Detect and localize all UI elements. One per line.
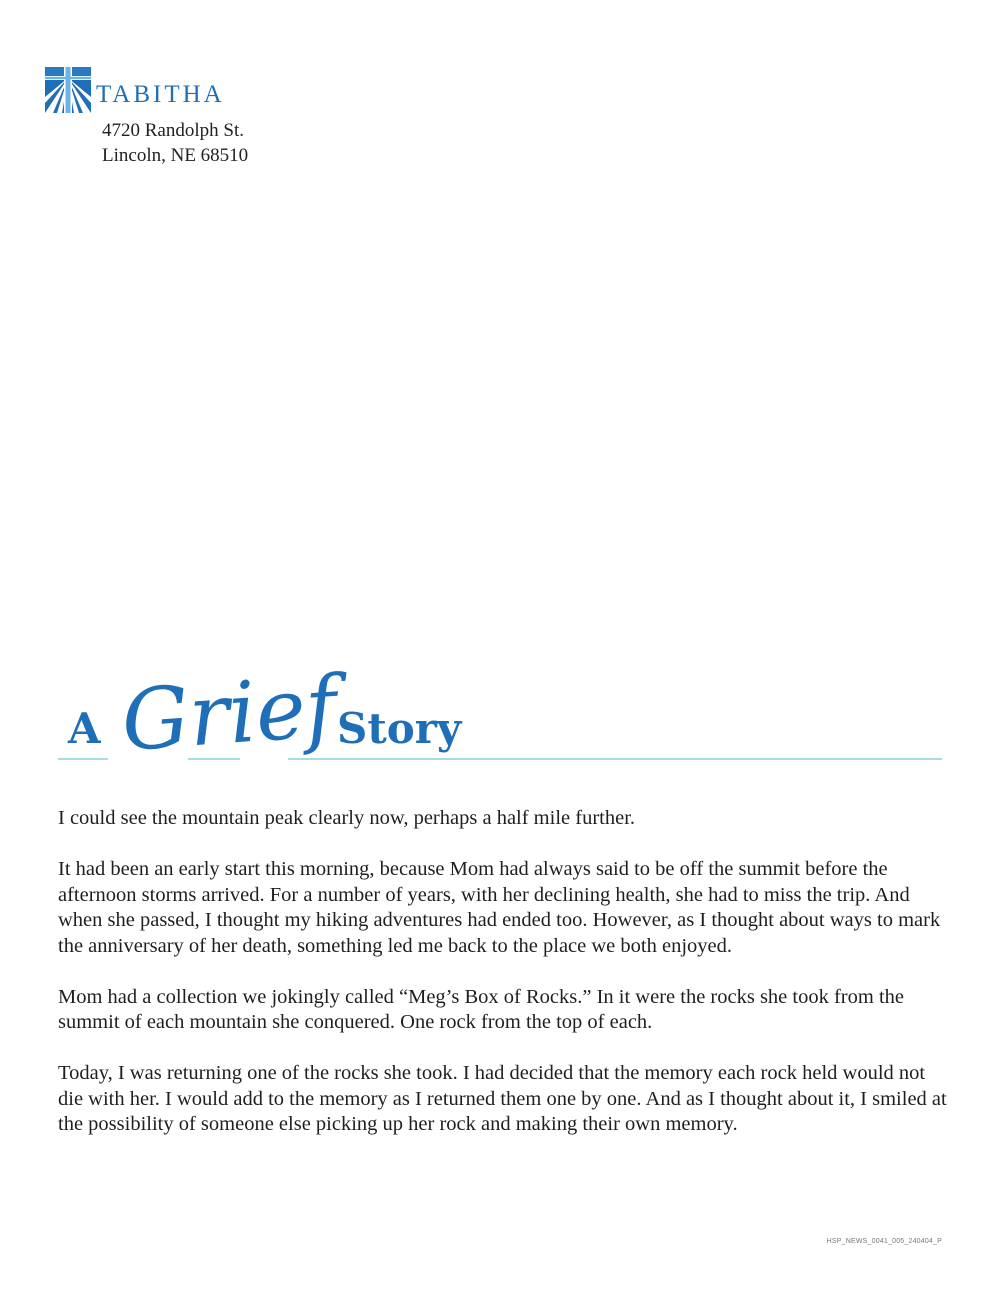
story-paragraph: Today, I was returning one of the rocks she took. I had decided that the memory each rock held would not die with her. I would add to the memory as I returned them one by one. And as I thought about it, I smiled at the possibility of someone else picking up her rock and making their own memory. xyxy=(58,1062,947,1135)
heading-word-grief: Grief xyxy=(118,657,340,770)
tabitha-logo xyxy=(45,67,225,113)
brand-name: TABITHA xyxy=(96,81,225,108)
address-line-2: Lincoln, NE 68510 xyxy=(102,145,249,166)
story-paragraph: It had been an early start this morning, because Mom had always said to be off the summit before the afternoon storms arrived. For a number of years, with her declining health, she had to miss the trip. And when she passed, I thought my hiking adventures had ended too. However, as I thought about ways to mark the anniversary of her death, something led me back to the place we both enjoyed. xyxy=(58,858,941,957)
document-code: HSP_NEWS_0041_005_240404_P xyxy=(826,1238,942,1245)
tabitha-cross-logo-icon xyxy=(45,67,91,113)
heading-word-a: A xyxy=(68,704,101,753)
story-body xyxy=(58,806,948,1163)
address-line-1: 4720 Randolph St. xyxy=(102,120,244,141)
story-paragraph: I could see the mountain peak clearly now, perhaps a half mile further. xyxy=(58,807,636,829)
mailing-address xyxy=(102,118,248,168)
heading-word-story: Story xyxy=(337,704,462,753)
story-paragraph: Mom had a collection we jokingly called “Meg’s Box of Rocks.” In it were the rocks she took from the summit of each mountain she conquered. One rock from the top of each. xyxy=(58,985,904,1033)
story-heading xyxy=(58,650,942,790)
